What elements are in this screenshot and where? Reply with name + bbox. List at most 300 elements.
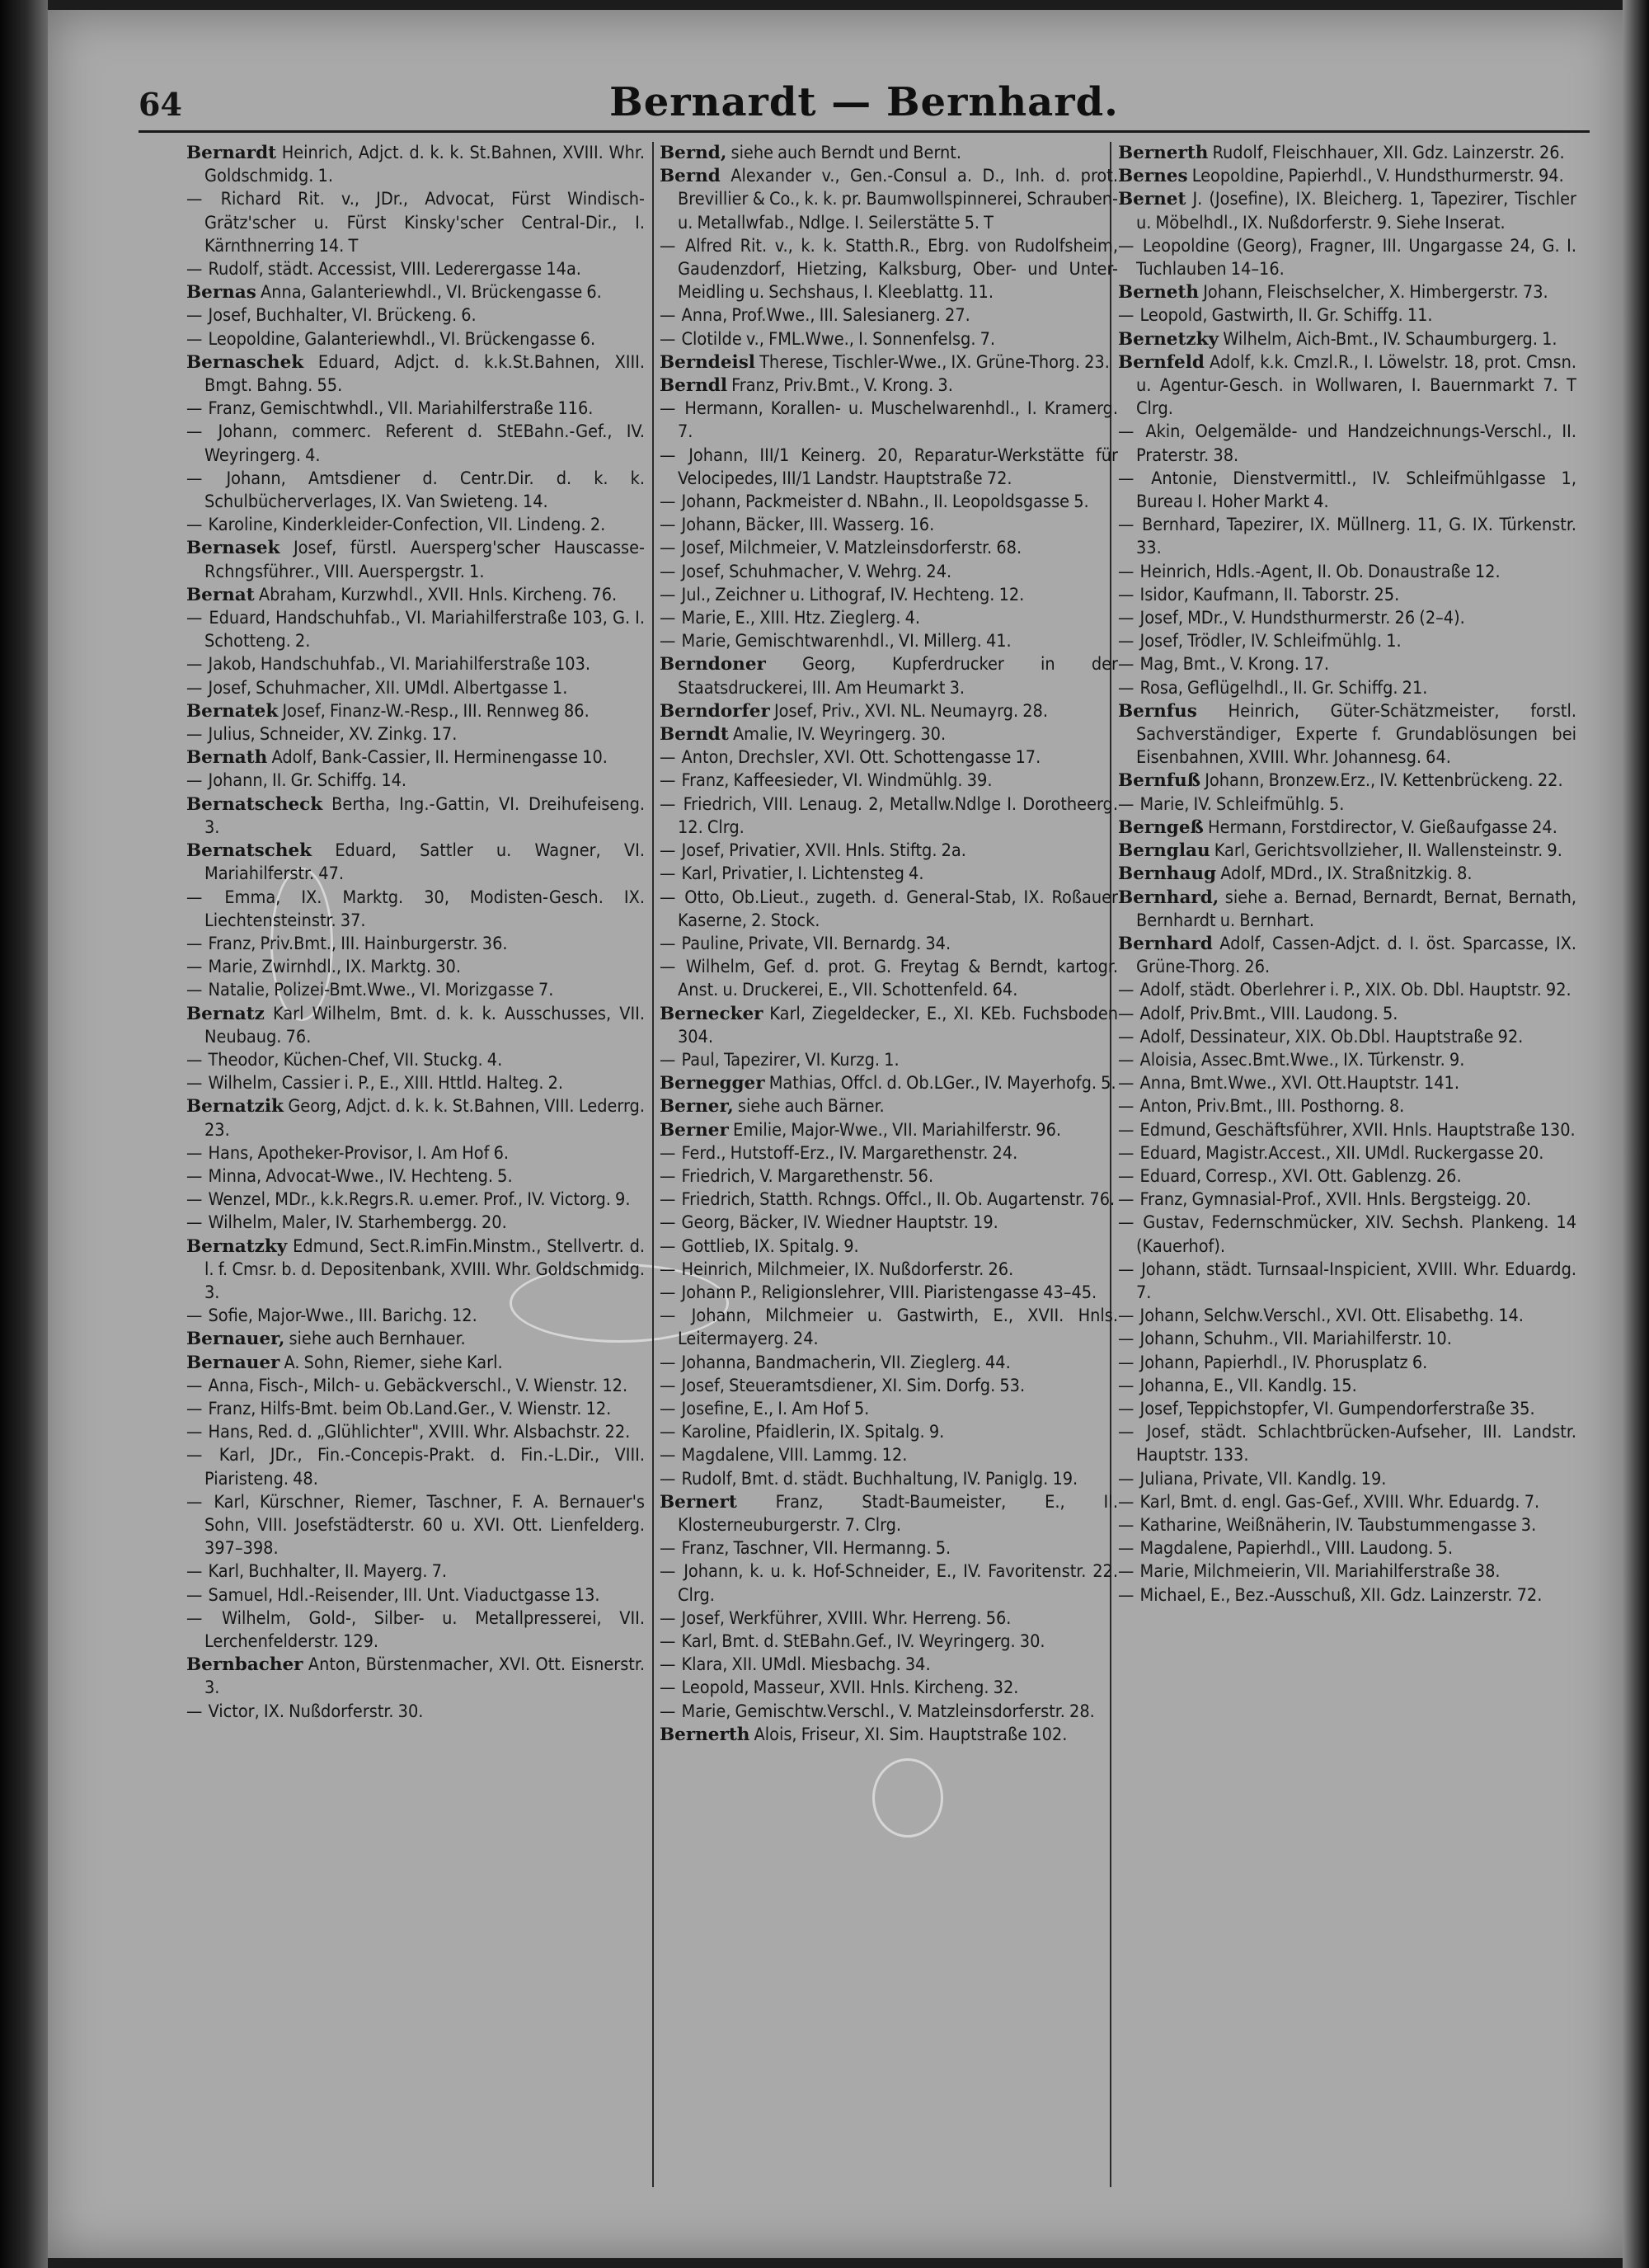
repeat-dash: —: [1118, 421, 1144, 443]
directory-entry: [660, 723, 1118, 746]
entry-details: Jakob, Handschuhfab., VI. Mariahilferstraße 103.: [208, 654, 591, 675]
directory-entry: [660, 887, 1118, 933]
entry-details: Johann, II. Gr. Schiffg. 14.: [208, 770, 407, 792]
entry-details: Mag, Bmt., V. Krong. 17.: [1139, 654, 1330, 675]
directory-entry: [660, 1235, 1118, 1259]
entry-details: Isidor, Kaufmann, II. Taborstr. 25.: [1139, 584, 1400, 605]
entry-details: Eduard, Handschuhfab., VI. Mariahilferstraße 103, G. I. Schotteng. 2.: [204, 608, 645, 652]
entry-surname: Bernatek: [186, 700, 279, 722]
entry-details: Johann, Amtsdiener d. Centr.Dir. d. k. k. Schulbücherverlages, IX. Van Swieteng. 14.: [204, 468, 645, 513]
entry-details: Johann, Papierhdl., IV. Phorusplatz 6.: [1139, 1352, 1428, 1373]
entry-surname: Bernd,: [660, 143, 727, 163]
repeat-dash: —: [1118, 235, 1141, 256]
entry-details: Marie, Zwirnhdl., IX. Marktg. 30.: [208, 957, 461, 978]
repeat-dash: —: [186, 1584, 207, 1606]
repeat-dash: —: [660, 1189, 680, 1211]
entry-details: Josef, städt. Schlachtbrücken-Aufseher, III. Landstr. Hauptstr. 133.: [1136, 1422, 1576, 1466]
entry-details: Heinrich, Hdls.-Agent, II. Ob. Donaustraße 12.: [1139, 561, 1501, 582]
directory-entry: [186, 351, 645, 398]
directory-entry: [1118, 1537, 1576, 1560]
entry-surname: Bernhaug: [1118, 863, 1217, 885]
repeat-dash: —: [1118, 1119, 1139, 1141]
repeat-dash: —: [660, 561, 680, 582]
directory-entry: [186, 1560, 645, 1583]
directory-entry: [660, 1444, 1118, 1467]
repeat-dash: —: [186, 259, 207, 280]
entry-details: Samuel, Hdl.-Reisender, III. Unt. Viaductgasse 13.: [208, 1584, 600, 1606]
entry-details: Anna, Bmt.Wwe., XVI. Ott.Hauptstr. 141.: [1139, 1073, 1459, 1094]
repeat-dash: —: [660, 933, 680, 954]
directory-entry: [186, 142, 645, 188]
directory-entry: [186, 1491, 645, 1561]
entry-details: Anna, Galanteriewhdl., VI. Brückengasse 6.: [261, 282, 602, 303]
directory-entry: [660, 607, 1118, 630]
repeat-dash: —: [660, 235, 684, 256]
repeat-dash: —: [1118, 1096, 1139, 1118]
entry-details: Josef, MDr., V. Hundsthurmerstr. 26 (2–4).: [1139, 608, 1465, 629]
directory-entry: [1118, 1375, 1576, 1398]
entry-surname: Bernaschek: [186, 351, 304, 373]
repeat-dash: —: [1118, 1491, 1139, 1513]
entry-details: Minna, Advocat-Wwe., IV. Hechteng. 5.: [208, 1165, 513, 1187]
repeat-dash: —: [660, 1235, 680, 1257]
entry-details: Josefine, E., I. Am Hof 5.: [681, 1398, 870, 1419]
entry-details: Adolf, Cassen-Adjct. d. I. öst. Sparcasse, IX. Grüne-Thorg. 26.: [1136, 933, 1576, 978]
entry-surname: Bernauer,: [186, 1329, 285, 1350]
directory-entry: [660, 1375, 1118, 1398]
repeat-dash: —: [186, 305, 207, 327]
repeat-dash: —: [1118, 1514, 1139, 1536]
directory-entry: [1118, 1468, 1576, 1491]
entry-details: Alois, Friseur, XI. Sim. Hauptstraße 102.: [754, 1724, 1068, 1745]
directory-entry: [186, 421, 645, 467]
directory-entry: [1118, 793, 1576, 816]
repeat-dash: —: [660, 1701, 680, 1722]
entry-surname: Bernhard,: [1118, 887, 1219, 908]
directory-entry: [1118, 1305, 1576, 1328]
repeat-dash: —: [1118, 1584, 1139, 1606]
directory-entry: [660, 956, 1118, 1002]
entry-details: Friedrich, Statth. Rchngs. Offcl., II. Ob. Augartenstr. 76.: [681, 1189, 1116, 1211]
entry-surname: Bernerth: [660, 1724, 750, 1745]
directory-entry: [1118, 304, 1576, 327]
repeat-dash: —: [186, 1049, 207, 1070]
entry-details: Adolf, städt. Oberlehrer i. P., XIX. Ob. Dbl. Hauptstr. 92.: [1139, 980, 1571, 1001]
entry-details: Hermann, Korallen- u. Muschelwarenhdl., I. Kramerg. 7.: [678, 398, 1118, 443]
entry-details: Franz, Hilfs-Bmt. beim Ob.Land.Ger., V. Wienstr. 12.: [208, 1398, 612, 1419]
entry-surname: Berngeß: [1118, 816, 1204, 838]
entry-details: Leopold, Gastwirth, II. Gr. Schiffg. 11.: [1139, 305, 1433, 327]
directory-entry: [1118, 1026, 1576, 1049]
entry-details: Wilhelm, Gold-, Silber- u. Metallpresserei, VII. Lerchenfelderstr. 129.: [204, 1607, 645, 1652]
repeat-dash: —: [186, 1445, 218, 1466]
entry-details: Clotilde v., FML.Wwe., I. Sonnenfelsg. 7.: [681, 328, 996, 350]
entry-details: Alfred Rit. v., k. k. Statth.R., Ebrg. von Rudolfsheim, Gaudenzdorf, Hietzing, Kalksburg, Ober- und Unter-Meidling u. Sechshaus, I. Kleeblattg. 11.: [678, 235, 1118, 303]
entry-details: Josef, Schuhmacher, V. Wehrg. 24.: [681, 561, 952, 582]
repeat-dash: —: [186, 1189, 207, 1211]
directory-entry: [1118, 328, 1576, 351]
entry-details: Josef, Steueramtsdiener, XI. Sim. Dorfg. 53.: [681, 1375, 1026, 1396]
entry-details: Josef, Finanz-W.-Resp., III. Rennweg 86.: [282, 700, 590, 722]
directory-entry: [186, 1003, 645, 1049]
entry-details: Eduard, Sattler u. Wagner, VI. Mariahilferstr. 47.: [204, 840, 645, 885]
running-head: Bernardt — Bernhard.: [609, 79, 1119, 125]
directory-entry: [186, 281, 645, 304]
entry-details: Adolf, Priv.Bmt., VIII. Laudong. 5.: [1139, 1003, 1398, 1024]
directory-entry: [186, 328, 645, 351]
entry-details: Johanna, Bandmacherin, VII. Zieglerg. 44.: [681, 1352, 1011, 1373]
entry-details: Adolf, Dessinateur, XIX. Ob.Dbl. Hauptstraße 92.: [1139, 1026, 1524, 1047]
directory-entry: [186, 1654, 645, 1700]
entry-details: Karoline, Kinderkleider-Confection, VII. Lindeng. 2.: [208, 515, 606, 536]
directory-entry: [660, 491, 1118, 514]
entry-details: Adolf, k.k. Cmzl.R., I. Löwelstr. 18, prot. Cmsn. u. Agentur-Gesch. in Wollwaren, I. Bauernmarkt 7. T Clrg.: [1136, 351, 1576, 420]
repeat-dash: —: [1118, 1538, 1139, 1560]
entry-details: Alexander v., Gen.-Consul a. D., Inh. d. prot. Brevillier & Co., k. k. pr. Baumwollspinnerei, Schrauben- u. Metallwfab., Ndlge. I. Seilerstätte 5. T: [678, 166, 1118, 233]
directory-entry: [660, 1259, 1118, 1282]
repeat-dash: —: [1118, 793, 1139, 815]
entry-details: Johann, Fleischselcher, X. Himbergerstr. 73.: [1203, 282, 1548, 303]
entry-details: Eduard, Magistr.Accest., XII. UMdl. Ruckergasse 20.: [1139, 1142, 1544, 1164]
entry-details: Wilhelm, Gef. d. prot. G. Freytag & Berndt, kartogr. Anst. u. Druckerei, E., VII. Schottenfeld. 64.: [678, 957, 1118, 1001]
entry-surname: Berndoner: [660, 654, 766, 675]
entry-details: Franz, Priv.Bmt., V. Krong. 3.: [731, 375, 953, 397]
entry-details: Paul, Tapezirer, VI. Kurzg. 1.: [681, 1049, 900, 1070]
directory-entry: [186, 1701, 645, 1724]
entry-details: Marie, Gemischtw.Verschl., V. Matzleinsdorferstr. 28.: [681, 1701, 1095, 1722]
entry-details: Georg, Bäcker, IV. Wiedner Hauptstr. 19.: [681, 1212, 998, 1234]
entry-details: Julius, Schneider, XV. Zinkg. 17.: [208, 724, 458, 746]
entry-surname: Bernerth: [1118, 143, 1209, 163]
entry-surname: Bernatz: [186, 1003, 265, 1024]
directory-entry: [660, 933, 1118, 956]
directory-entry: [1118, 863, 1576, 886]
entry-details: Johann, städt. Turnsaal-Inspicient, XVIII. Whr. Eduardg. 7.: [1136, 1259, 1576, 1303]
page-header: [139, 71, 1590, 137]
entry-details: Anna, Prof.Wwe., III. Salesianerg. 27.: [681, 305, 970, 327]
directory-entry: [1118, 1398, 1576, 1421]
repeat-dash: —: [660, 793, 682, 815]
entry-details: Karl, Bmt. d. StEBahn.Gef., IV. Weyringerg. 30.: [681, 1631, 1045, 1652]
entry-details: Friedrich, VIII. Lenaug. 2, Metallw.Ndlge I. Dorotheerg. 12. Clrg.: [678, 793, 1118, 838]
directory-entry: [660, 1701, 1118, 1724]
entry-details: Hans, Apotheker-Provisor, I. Am Hof 6.: [208, 1142, 510, 1164]
repeat-dash: —: [186, 1607, 220, 1629]
repeat-dash: —: [186, 770, 207, 792]
directory-entry: [186, 769, 645, 793]
entry-surname: Bernat: [186, 584, 255, 605]
entry-details: Eduard, Adjct. d. k.k.St.Bahnen, XIII. Bmgt. Bahng. 55.: [204, 351, 645, 397]
directory-entry: [660, 445, 1118, 491]
repeat-dash: —: [660, 398, 684, 420]
directory-entry: [660, 1607, 1118, 1630]
entry-details: Gustav, Federnschmücker, XIV. Sechsh. Plankeng. 14 (Kauerhof).: [1136, 1212, 1576, 1257]
repeat-dash: —: [660, 1422, 680, 1443]
repeat-dash: —: [186, 1212, 207, 1234]
entry-details: Rudolf, städt. Accessist, VIII. Lederergasse 14a.: [208, 259, 581, 280]
entry-surname: Berndorfer: [660, 700, 770, 722]
entry-details: Heinrich, Güter-Schätzmeister, forstl. Sachverständiger, Experte f. Grundablösungen bei Eisenbahnen, XVIII. Whr. Johannesg. 64.: [1136, 700, 1576, 769]
directory-entry: [1118, 1560, 1576, 1583]
entry-details: Richard Rit. v., JDr., Advocat, Fürst Windisch-Grätz'scher u. Fürst Kinsky'scher Central-Dir., I. Kärnthnerring 14. T: [204, 189, 645, 256]
directory-entry: [1118, 1421, 1576, 1467]
directory-entry: [186, 700, 645, 723]
directory-entry: [186, 468, 645, 514]
directory-entry: [186, 1095, 645, 1141]
repeat-dash: —: [1118, 1561, 1139, 1583]
entry-details: Josef, Buchhalter, VI. Brückeng. 6.: [208, 305, 477, 327]
directory-entry: [1118, 979, 1576, 1002]
entry-details: Otto, Ob.Lieut., zugeth. d. General-Stab, IX. Roßauer Kaserne, 2. Stock.: [678, 887, 1118, 931]
repeat-dash: —: [1118, 1398, 1139, 1419]
entry-details: Abraham, Kurzwhdl., XVII. Hnls. Kircheng. 76.: [258, 584, 618, 605]
entry-surname: Bernatscheck: [186, 793, 323, 815]
repeat-dash: —: [186, 515, 207, 536]
directory-entry: [1118, 1142, 1576, 1165]
repeat-dash: —: [1118, 515, 1140, 536]
directory-entry: [1118, 1119, 1576, 1142]
directory-entry: [660, 1095, 1118, 1118]
entry-details: Leopold, Masseur, XVII. Hnls. Kircheng. 32.: [681, 1677, 1019, 1699]
entry-details: Wilhelm, Maler, IV. Starhembergg. 20.: [208, 1212, 507, 1234]
entry-surname: Bernes: [1118, 166, 1188, 187]
entry-surname: Berneth: [1118, 282, 1200, 303]
repeat-dash: —: [660, 515, 680, 536]
repeat-dash: —: [186, 421, 217, 443]
repeat-dash: —: [186, 654, 207, 675]
directory-entry: [660, 1537, 1118, 1560]
entry-details: Theodor, Küchen-Chef, VII. Stuckg. 4.: [208, 1049, 503, 1070]
entry-details: Georg, Adjct. d. k. k. St.Bahnen, VIII. Lederrg. 23.: [204, 1096, 645, 1141]
directory-entry: [186, 1165, 645, 1188]
directory-entry: [1118, 1491, 1576, 1514]
repeat-dash: —: [660, 1259, 680, 1280]
repeat-dash: —: [660, 1468, 680, 1489]
directory-entry: [186, 793, 645, 840]
entry-details: Marie, Gemischtwarenhdl., VI. Millerg. 41.: [681, 631, 1012, 652]
entry-details: Josef, Werkführer, XVIII. Whr. Herreng. 56.: [681, 1607, 1012, 1629]
directory-entry: [1118, 165, 1576, 188]
entry-details: Karl, Ziegeldecker, E., XI. KEb. Fuchsboden 304.: [678, 1003, 1118, 1047]
directory-entry: [1118, 816, 1576, 840]
entry-details: Wilhelm, Cassier i. P., E., XIII. Httld. Halteg. 2.: [208, 1073, 564, 1094]
directory-entry: [186, 1072, 645, 1095]
directory-entry: [186, 584, 645, 607]
directory-entry: [660, 1654, 1118, 1677]
entry-surname: Berner: [660, 1119, 729, 1141]
repeat-dash: —: [1118, 1049, 1139, 1070]
repeat-dash: —: [1118, 1422, 1145, 1443]
repeat-dash: —: [660, 1306, 690, 1327]
directory-entry: [660, 746, 1118, 769]
repeat-dash: —: [1118, 584, 1139, 605]
entry-surname: Bernatzik: [186, 1096, 284, 1118]
entry-details: Johann, III/1 Keinerg. 20, Reparatur-Werkstätte für Velocipedes, III/1 Landstr. Hauptstraße 72.: [678, 445, 1118, 489]
entry-details: Magdalene, Papierhdl., VIII. Laudong. 5.: [1139, 1538, 1454, 1560]
repeat-dash: —: [1118, 1352, 1139, 1373]
directory-entry: [660, 700, 1118, 723]
entry-details: Josef, Teppichstopfer, VI. Gumpendorferstraße 35.: [1139, 1398, 1535, 1419]
directory-entry: [660, 1305, 1118, 1351]
directory-entry: [660, 1630, 1118, 1654]
page-number: 64: [139, 86, 182, 123]
repeat-dash: —: [1118, 305, 1139, 327]
entry-details: Heinrich, Adjct. d. k. k. St.Bahnen, XVIII. Whr. Goldschmidg. 1.: [204, 143, 645, 187]
entry-details: Johann, Bäcker, III. Wasserg. 16.: [681, 515, 935, 536]
entry-details: Antonie, Dienstvermittl., IV. Schleifmühlgasse 1, Bureau I. Hoher Markt 4.: [1136, 468, 1576, 513]
directory-entry: [186, 956, 645, 979]
repeat-dash: —: [186, 1165, 207, 1187]
entry-details: Rosa, Geflügelhdl., II. Gr. Schiffg. 21.: [1139, 677, 1428, 699]
entry-details: Anton, Drechsler, XVI. Ott. Schottengasse 17.: [681, 747, 1041, 769]
entry-surname: Berner,: [660, 1096, 734, 1118]
entry-details: Franz, Stadt-Baumeister, E., II. Klosterneuburgerstr. 7. Clrg.: [678, 1491, 1118, 1536]
repeat-dash: —: [1118, 1259, 1140, 1280]
repeat-dash: —: [660, 492, 680, 513]
repeat-dash: —: [1118, 608, 1139, 629]
repeat-dash: —: [660, 608, 680, 629]
directory-entry: [660, 1352, 1118, 1375]
entry-details: Emma, IX. Marktg. 30, Modisten-Gesch. IX. Liechtensteinstr. 37.: [204, 887, 645, 931]
repeat-dash: —: [186, 1491, 213, 1513]
directory-entry: [1118, 188, 1576, 234]
directory-entry: [660, 328, 1118, 351]
header-rule: [139, 130, 1590, 133]
entry-details: Bertha, Ing.-Gattin, VI. Dreihufeiseng. 3.: [204, 793, 645, 838]
entry-details: Magdalene, VIII. Lammg. 12.: [681, 1445, 908, 1466]
directory-entry: [660, 1003, 1118, 1049]
directory-entry: [1118, 1584, 1576, 1607]
entry-details: Bernhard, Tapezirer, IX. Müllnerg. 11, G. IX. Türkenstr. 33.: [1136, 515, 1576, 559]
repeat-dash: —: [1118, 1468, 1139, 1489]
repeat-dash: —: [1118, 1306, 1139, 1327]
repeat-dash: —: [1118, 654, 1139, 675]
directory-entry: [1118, 1514, 1576, 1537]
repeat-dash: —: [186, 1306, 207, 1327]
directory-entry: [186, 1235, 645, 1306]
repeat-dash: —: [660, 631, 680, 652]
entry-details: Franz, Gymnasial-Prof., XVII. Hnls. Bergsteigg. 20.: [1139, 1189, 1532, 1211]
repeat-dash: —: [660, 770, 680, 792]
directory-entry: [186, 304, 645, 327]
directory-entry: [1118, 584, 1576, 607]
scan-edge-left: [0, 0, 48, 2268]
directory-entry: [186, 1212, 645, 1235]
directory-entry: [660, 769, 1118, 793]
repeat-dash: —: [186, 189, 219, 210]
entry-details: Edmund, Geschäftsführer, XVII. Hnls. Hauptstraße 130.: [1139, 1119, 1576, 1141]
entry-details: Johann, Milchmeier u. Gastwirth, E., XVII. Hnls. Leitermayerg. 24.: [678, 1306, 1118, 1350]
repeat-dash: —: [1118, 1026, 1139, 1047]
directory-entry: [660, 537, 1118, 560]
repeat-dash: —: [660, 305, 680, 327]
repeat-dash: —: [1118, 468, 1150, 489]
repeat-dash: —: [1118, 980, 1139, 1001]
repeat-dash: —: [186, 1701, 207, 1722]
repeat-dash: —: [660, 747, 680, 769]
directory-entry: [1118, 1072, 1576, 1095]
entry-surname: Berndl: [660, 375, 728, 397]
entry-details: Akin, Oelgemälde- und Handzeichnungs-Verschl., II. Praterstr. 38.: [1136, 421, 1576, 466]
entry-details: Karl, Buchhalter, II. Mayerg. 7.: [208, 1561, 448, 1583]
repeat-dash: —: [660, 1445, 680, 1466]
entry-surname: Bernd: [660, 166, 721, 187]
directory-column-3: [1118, 142, 1576, 2220]
directory-entry: [186, 1444, 645, 1490]
directory-entry: [186, 398, 645, 421]
repeat-dash: —: [1118, 561, 1139, 582]
repeat-dash: —: [660, 584, 680, 605]
entry-details: Josef, Privatier, XVII. Hnls. Stiftg. 2a.: [681, 840, 966, 862]
directory-entry: [660, 1072, 1118, 1095]
repeat-dash: —: [660, 1538, 680, 1560]
repeat-dash: —: [660, 1677, 680, 1699]
directory-entry: [186, 746, 645, 769]
entry-details: Natalie, Polizei-Bmt.Wwe., VI. Morizgasse 7.: [208, 980, 554, 1001]
entry-details: Therese, Tischler-Wwe., IX. Grüne-Thorg. 23.: [759, 351, 1110, 373]
directory-entry: [660, 584, 1118, 607]
entry-details: Marie, E., XIII. Htz. Zieglerg. 4.: [681, 608, 921, 629]
repeat-dash: —: [1118, 1073, 1139, 1094]
scan-edge-right: [1623, 0, 1649, 2268]
entry-details: Ferd., Hutstoff-Erz., IV. Margarethenstr. 24.: [681, 1142, 1018, 1164]
repeat-dash: —: [1118, 1212, 1142, 1234]
entry-details: Jul., Zeichner u. Lithograf, IV. Hechteng. 12.: [681, 584, 1025, 605]
entry-details: Georg, Kupferdrucker in der Staatsdruckerei, III. Am Heumarkt 3.: [678, 654, 1118, 699]
directory-entry: [186, 933, 645, 956]
entry-surname: Bernas: [186, 282, 256, 303]
entry-surname: Bernfeld: [1118, 351, 1205, 373]
entry-surname: Berndeisl: [660, 351, 755, 373]
directory-entry: [1118, 1259, 1576, 1305]
entry-surname: Berndt: [660, 724, 729, 746]
entry-details: Karl, JDr., Fin.-Concepis-Prakt. d. Fin.-L.Dir., VIII. Piaristeng. 48.: [204, 1445, 645, 1489]
entry-details: Rudolf, Bmt. d. städt. Buchhaltung, IV. Paniglg. 19.: [681, 1468, 1078, 1489]
directory-entry: [1118, 1212, 1576, 1258]
directory-entry: [186, 840, 645, 886]
entry-details: Josef, Milchmeier, V. Matzleinsdorferstr. 68.: [681, 538, 1022, 559]
directory-entry: [186, 1352, 645, 1375]
entry-details: siehe auch Bernhauer.: [289, 1329, 466, 1350]
entry-surname: Bernegger: [660, 1073, 765, 1094]
entry-details: siehe a. Bernad, Bernardt, Bernat, Bernath, Bernhardt u. Bernhart.: [1136, 887, 1576, 931]
entry-details: Karoline, Pfaidlerin, IX. Spitalg. 9.: [681, 1422, 945, 1443]
entry-details: Franz, Taschner, VII. Hermanng. 5.: [681, 1538, 951, 1560]
repeat-dash: —: [186, 957, 207, 978]
repeat-dash: —: [660, 1212, 680, 1234]
repeat-dash: —: [186, 677, 207, 699]
directory-entry: [186, 723, 645, 746]
directory-entry: [660, 561, 1118, 584]
entry-details: Michael, E., Bez.-Ausschuß, XII. Gdz. Lainzerstr. 72.: [1139, 1584, 1543, 1606]
directory-entry: [660, 1049, 1118, 1072]
directory-entry: [1118, 1003, 1576, 1026]
entry-details: Johann, Packmeister d. NBahn., II. Leopoldsgasse 5.: [681, 492, 1089, 513]
directory-entry: [660, 1165, 1118, 1188]
repeat-dash: —: [660, 1049, 680, 1070]
repeat-dash: —: [660, 1654, 680, 1676]
directory-entry: [1118, 607, 1576, 630]
directory-entry: [1118, 933, 1576, 979]
directory-entry: [660, 398, 1118, 444]
repeat-dash: —: [186, 608, 208, 629]
repeat-dash: —: [660, 1352, 680, 1373]
entry-details: Adolf, MDrd., IX. Straßnitzkig. 8.: [1220, 863, 1473, 885]
directory-column-2: [660, 142, 1118, 2220]
directory-entry: [660, 514, 1118, 537]
entry-surname: Bernatzky: [186, 1235, 288, 1257]
repeat-dash: —: [186, 1142, 207, 1164]
